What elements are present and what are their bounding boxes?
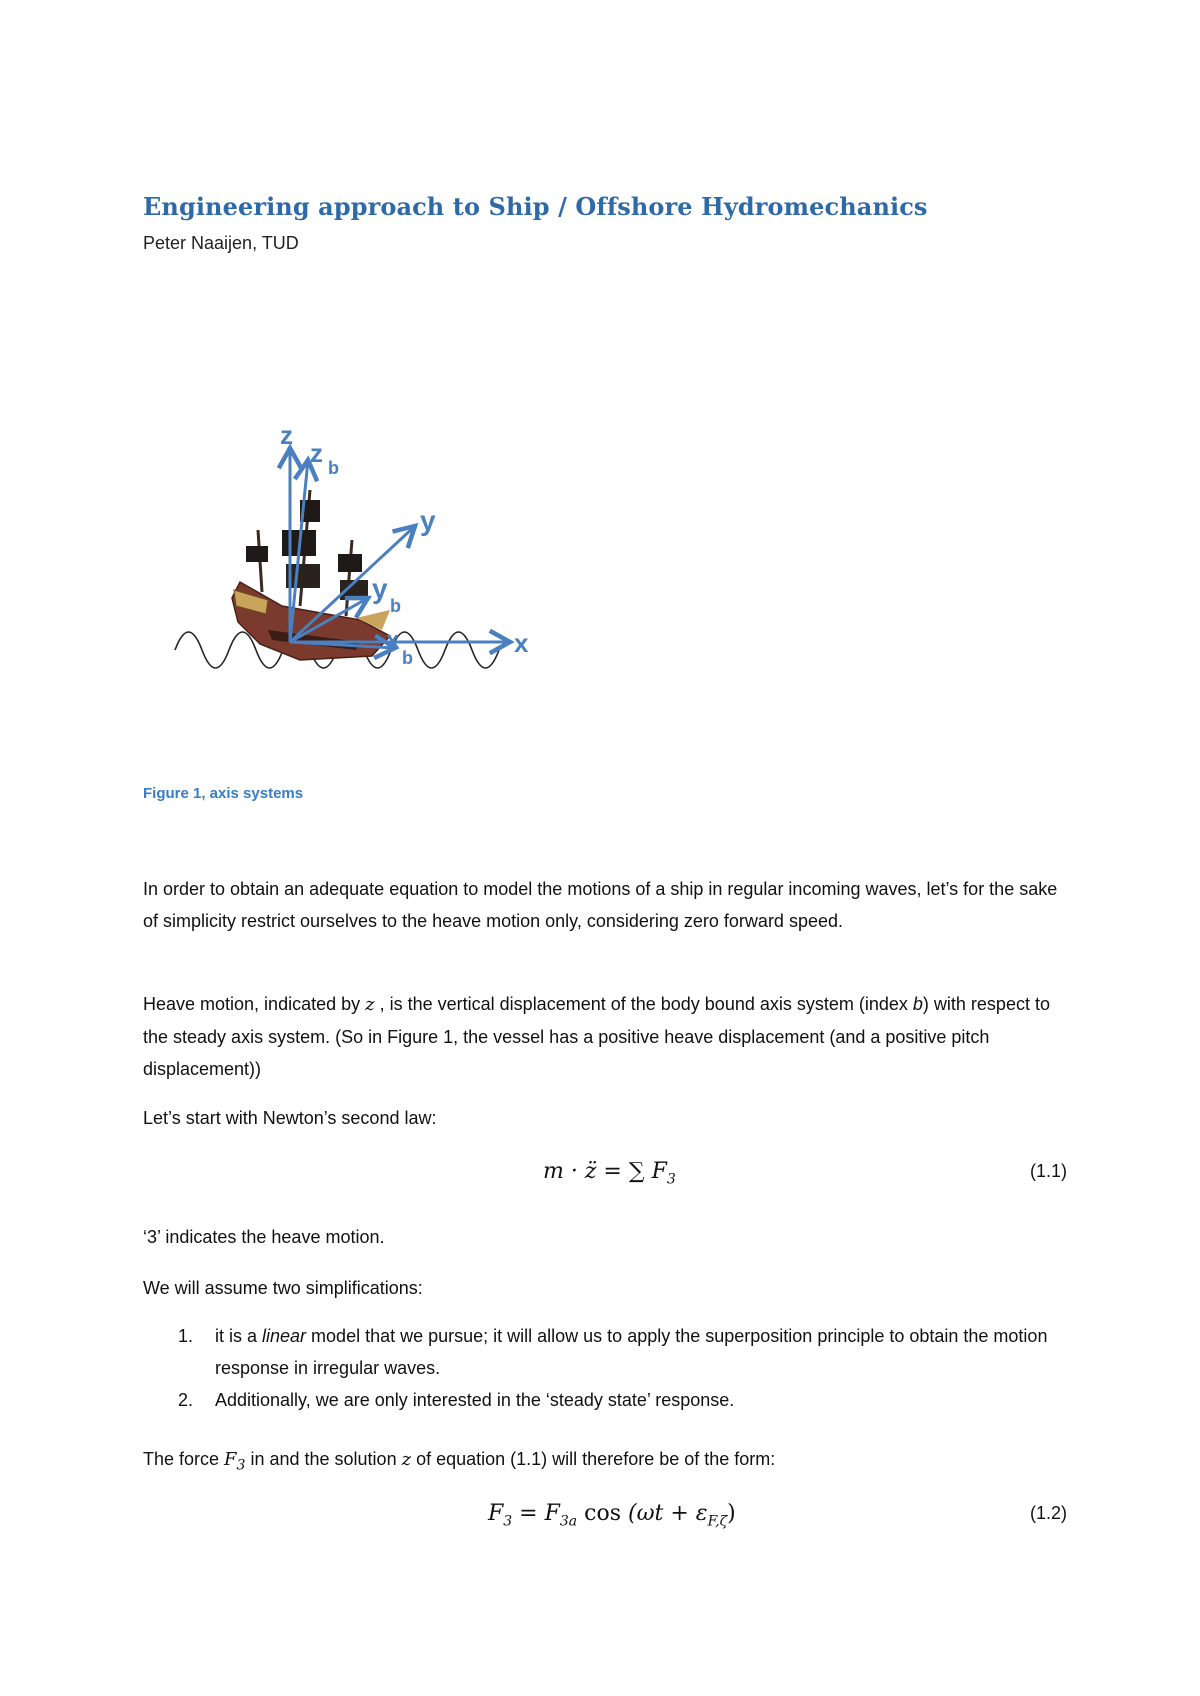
equation-1-2-body	[488, 1501, 736, 1529]
xb-label: x	[386, 627, 400, 654]
yb-label: y	[372, 573, 388, 604]
paragraph-solution-form	[143, 1443, 1063, 1482]
eq2-cos: cos	[577, 1501, 621, 1526]
p2-text-a: Heave motion, indicated by	[143, 994, 366, 1014]
y-label: y	[420, 505, 436, 536]
p2-symbol-z: z	[365, 994, 375, 1015]
p7-symbol-f: F	[224, 1449, 237, 1470]
xb-sub-label: b	[402, 648, 413, 668]
equation-1-1	[143, 1155, 1067, 1195]
z-label: z	[280, 430, 293, 450]
list-item-number: 2.	[178, 1390, 194, 1410]
p7-text-b: in and the solution	[245, 1449, 402, 1469]
p2-index-b: b	[912, 994, 923, 1014]
figure-caption: Figure 1, axis systems	[143, 785, 304, 802]
eq1-rhs: F	[651, 1159, 667, 1184]
assumptions-list	[143, 1320, 1063, 1416]
eq1-sum: ∑	[628, 1159, 645, 1184]
eq2-argument: (ωt + ε	[628, 1501, 708, 1526]
eq1-rhs-sub: 3	[666, 1171, 676, 1188]
author-line: Peter Naaijen, TUD	[143, 233, 299, 253]
paragraph-heave-definition	[143, 988, 1063, 1085]
list-item	[143, 1384, 1063, 1416]
equation-1-2	[143, 1497, 1067, 1537]
list-item	[143, 1320, 1063, 1384]
zb-label: z	[310, 438, 323, 468]
axis-systems-figure	[150, 430, 580, 730]
paragraph-heave-index: ‘3’ indicates the heave motion.	[143, 1227, 385, 1247]
eq2-amplitude: F	[544, 1501, 560, 1526]
p7-symbol-f-sub: 3	[236, 1457, 246, 1474]
paragraph-intro: In order to obtain an adequate equation to model the motions of a ship in regular incoming waves, let’s for the sake of simplicity restrict ourselves to the heave motion only, considering zero forward speed.	[143, 879, 1058, 931]
equation-1-1-body	[543, 1159, 676, 1187]
p2-text-b: , is the vertical displacement of the body bound axis system (index	[374, 994, 913, 1014]
eq2-lhs: F	[488, 1501, 504, 1526]
eq2-lhs-sub: 3	[503, 1513, 513, 1530]
eq2-amplitude-sub: 3a	[559, 1513, 578, 1530]
p7-text-c: of equation (1.1) will therefore be of the form:	[411, 1449, 776, 1469]
ship-illustration	[232, 490, 390, 660]
eq2-close: )	[727, 1501, 736, 1526]
list-item-text-post: model that we pursue; it will allow us to apply the superposition principle to obtain the motion response in irregular waves.	[215, 1326, 1048, 1378]
p7-symbol-z: z	[401, 1449, 412, 1470]
list-item-text-pre: it is a	[215, 1326, 263, 1346]
equation-1-2-number: (1.2)	[1029, 1503, 1067, 1523]
eq2-argument-sub: F,ζ	[707, 1513, 728, 1530]
list-item-number: 1.	[178, 1326, 194, 1346]
x-label: x	[514, 628, 529, 658]
p2-text-c: ) with respect to the steady axis system. (So in Figure 1, the vessel has a positive heave displacement (and a positive pitch displacement))	[143, 994, 1050, 1079]
document-title: Engineering approach to Ship / Offshore Hydromechanics	[143, 192, 928, 221]
paragraph-assumptions: We will assume two simplifications:	[143, 1278, 423, 1298]
list-item-emphasis: linear	[262, 1326, 307, 1346]
eq1-lhs: m · z̈ =	[543, 1159, 629, 1184]
eq2-equals: =	[512, 1501, 545, 1526]
zb-sub-label: b	[328, 458, 339, 478]
list-item-text-pre: Additionally, we are only interested in the ‘steady state’ response.	[215, 1390, 735, 1410]
paragraph-newton: Let’s start with Newton’s second law:	[143, 1108, 437, 1128]
equation-1-1-number: (1.1)	[1029, 1161, 1067, 1181]
p7-text-a: The force	[143, 1449, 225, 1469]
yb-sub-label: b	[390, 596, 401, 616]
